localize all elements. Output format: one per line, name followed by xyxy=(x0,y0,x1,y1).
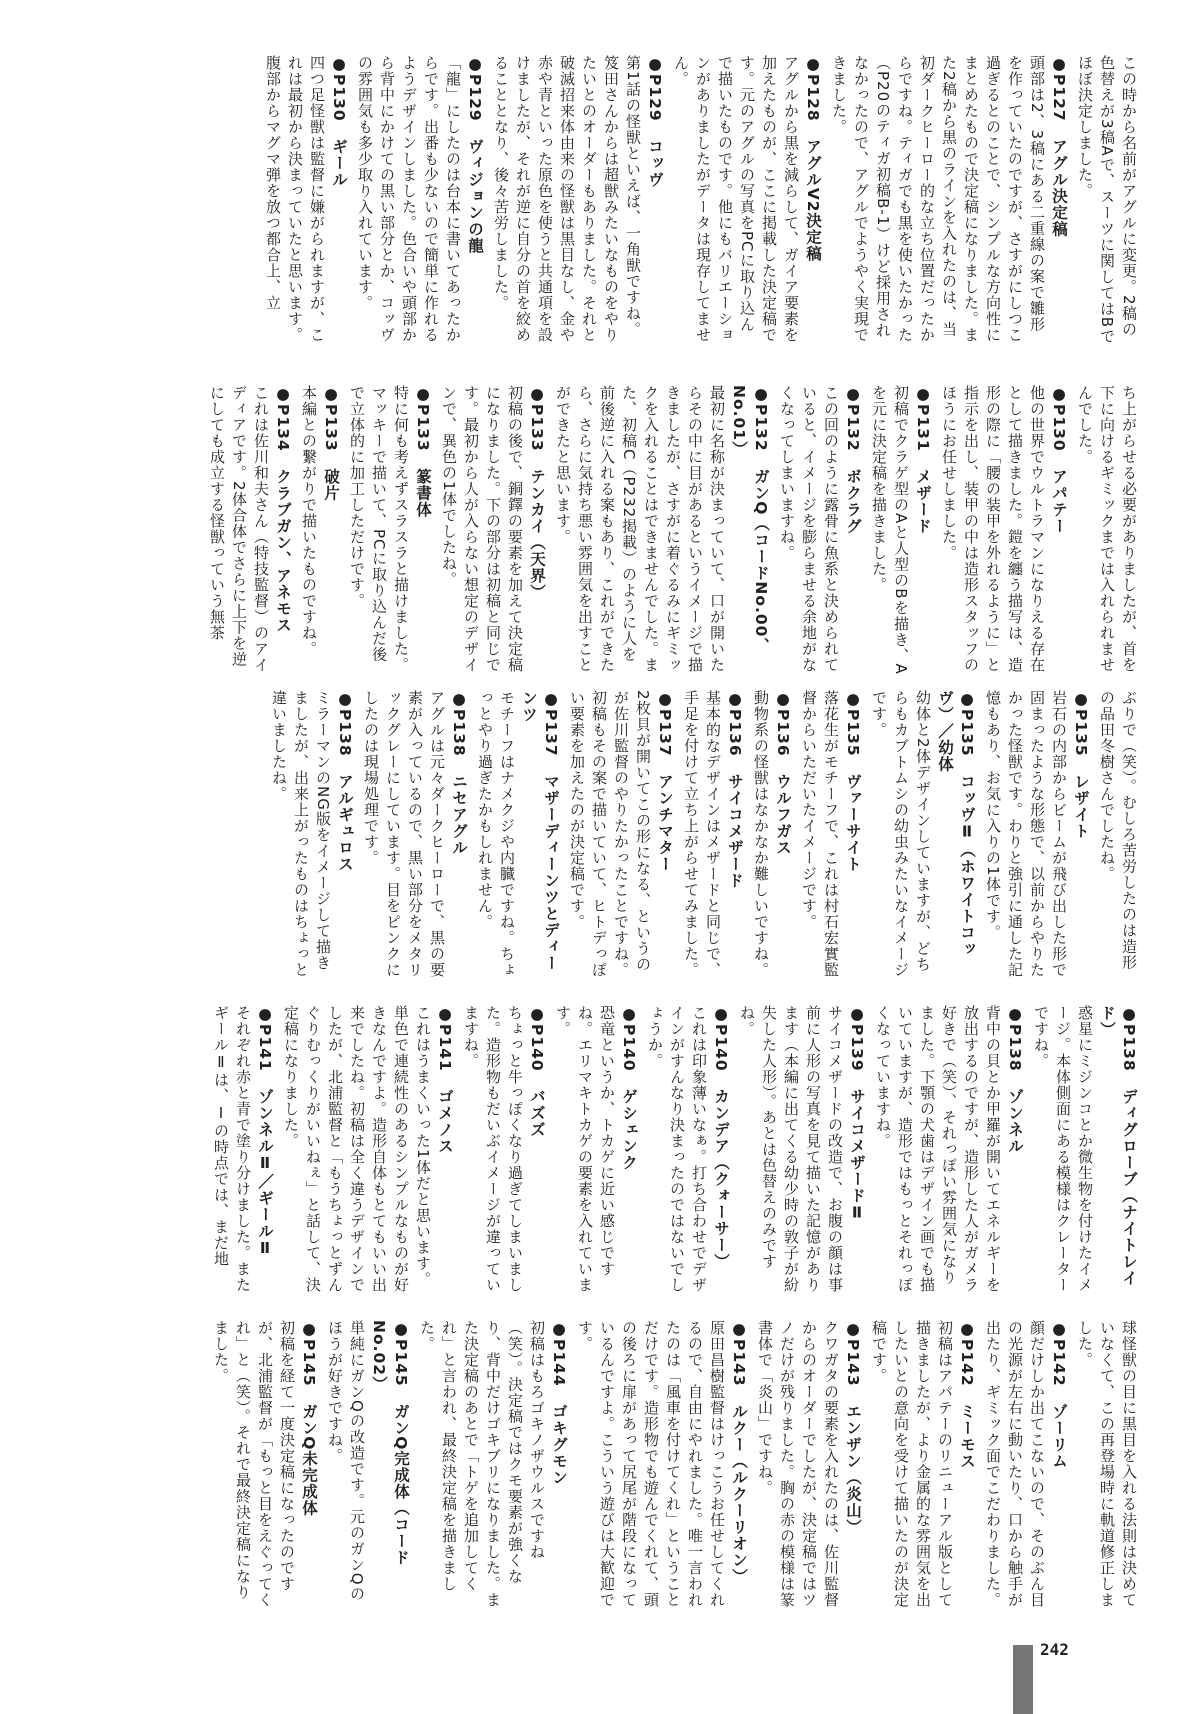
entry xyxy=(206,385,294,675)
entry-body: 初稿はもろゴキノザウルスですね（笑）。決定稿ではクモ要素が強くなり、背中だけゴキブリになりました。また決定稿のあとで「トゲを追加してくれ」と言われ、最終決定稿を描きました。 xyxy=(418,1320,546,1608)
entry-body: それぞれ赤と青で塗り分けました。またギールⅡは、Ⅰの時点では、まだ地 xyxy=(212,1005,252,1293)
entry-body: 「龍」にしたのは台本に書いてあったからです。出番も少ないので簡単に作れるようデザインしました。色合いや頭部から背中にかけての黒い部分とか、コッヴの雰囲気も多少取り入れています。 xyxy=(356,55,462,343)
entry-body: 落花生がモチーフで、これは村石宏實監督からいただいたイメージです。 xyxy=(800,690,840,978)
entry-title: ●P138 ニセアグル xyxy=(450,690,468,856)
entry-body: 顔だけしか出てこないので、そのぶん目の光源が左右に動いたり、口から触手が出たり、ギミック面でこだわりました。 xyxy=(984,1320,1046,1608)
text-band-4 xyxy=(110,1005,1140,1295)
entry-title: ●P138 アルギュロス xyxy=(336,690,354,873)
entry-title: ●P138 ディグローブ（ナイトレイド） xyxy=(1098,1005,1138,1287)
entry-body: 他の世界でウルトラマンになりえる存在として描きました。鎧を纏う描写は、造形の際に「腰の装甲を外れるように」と指示を出し、装甲の中は造形スタッフのほうにお任せしました。 xyxy=(940,385,1046,673)
entry xyxy=(210,1320,320,1610)
entry-title: ●P139 サイコメザードⅡ xyxy=(848,1005,866,1223)
entry-title: ●P136 ウルフガス xyxy=(774,690,792,856)
entry xyxy=(798,690,864,980)
entry xyxy=(868,690,978,980)
entry xyxy=(776,385,864,675)
entry-title: ●P137 アンチマター xyxy=(656,690,674,873)
entry xyxy=(754,1320,864,1610)
entry xyxy=(416,1320,570,1610)
entry-title: ●P129 ヴィジョンの龍 xyxy=(466,55,484,254)
entry xyxy=(354,55,486,345)
entry-body: この時から名前がアグルに変更。2稿の色替えが3稿Aで、スーツに関してはBでほぼ決定しました。 xyxy=(1076,55,1138,345)
entry-title: ●P144 ゴキグモン xyxy=(550,1320,568,1486)
entry-title: ●P142 ゾーリム xyxy=(1050,1320,1068,1470)
entry-body: 特に何も考えずスラスラと描けました。マッキーで描いて、PCに取り込んだ後で立体的に加工しただけです。 xyxy=(348,385,410,673)
text-band-5 xyxy=(110,1320,1140,1610)
entry-body: 初稿でクラゲ型のAと人型のBを描き、Aを元に決定稿を描きました。 xyxy=(870,385,910,675)
entry-title: ●P140 ゲシェンク xyxy=(620,1005,638,1171)
entry-body: サイコメザードの改造で、お腹の顔は事前に人形の写真を見て描いた記憶があります（本編に出てくる幼少時の敦子が紛失した人形）。あとは色替えのみですね。 xyxy=(738,1005,844,1293)
entry xyxy=(566,690,676,980)
entry xyxy=(868,385,934,675)
entry-body: 本編との繋がりで描いたものですね。 xyxy=(300,385,318,657)
entry xyxy=(268,690,356,980)
entry xyxy=(1030,1005,1140,1295)
entry-body: 初稿はアパテーのリニューアル版として描きましたが、より金属的な雰囲気を出したいとの意向を受けて描いたのが決定稿です。 xyxy=(870,1320,954,1608)
entry xyxy=(1096,690,1140,980)
entry-body: 最初に名称が決まっていて、口が開いたらその中に目があるというイメージで描きましたが、さすがに着ぐるみにギミックを入れることはできませんでした。また、初稿C（P232掲載）のように人を前後逆に入れる案もあり、これができたら、さらに気持ち悪い雰囲気を出すことができたと思います。 xyxy=(554,385,726,673)
entry-title: ●P130 アパテー xyxy=(1050,385,1068,535)
entry-title: ●P134 クラブガン、アネモス xyxy=(274,385,292,634)
entry-body: 2枚貝が開いてこの形になる、というのが佐川監督のやりたかったことですね。初稿もその案で描いていて、ヒトデっぽい要素を加えたのが決定稿です。 xyxy=(568,690,652,978)
entry-body: 頭部は2、3稿にある二重線の案で雛形を作っていたのですが、さすがにしつこ過ぎるとのことで、シンプルな方向性にまとめたもので決定稿になりました。また2稿から黒のラインを入れたのは、当初ダークヒーロー的な立ち位置だったからですね。ティガでも黒を使いたかった（P20のティガ初稿B-1）けど採用されなかったので、アグルでようやく実現できました。 xyxy=(830,55,1046,343)
entry xyxy=(460,1005,548,1295)
entry-body: クワガタの要素を入れたのは、佐川監督からのオーダーでしたが、決定稿ではツノだけが残りました。胸の赤の模様は篆書体で「炎山」ですね。 xyxy=(756,1320,840,1608)
entry xyxy=(210,1005,276,1295)
entry-body: アグルは元々ダークヒーローで、黒の要素が入っているので、黒い部分をメタリックグレーにしています。目をピンクにしたのは現場処理です。 xyxy=(362,690,446,978)
entry-title: ●P142 ミーモス xyxy=(958,1320,976,1470)
entry-body: 四つ足怪獣は監督に嫌がられますが、これは最初から決まっていたと思います。腹部からマグマ弾を放つ都合上、立 xyxy=(264,55,326,343)
entry-body: 第1話の怪獣といえば、一角獣ですね。笈田さんからは超獣みたいなものをやりたいとのオーダーもありました。それと破滅招来体由来の怪獣は黒目なし、金や赤や青といった原色を使うと共通項を設けましたが、それが逆に自分の首を絞めることとなり、後々苦労しました。 xyxy=(492,55,642,343)
text-band-3 xyxy=(110,690,1140,980)
entry xyxy=(438,385,548,675)
entry xyxy=(298,385,342,675)
entry-body: この回のように露骨に魚系と決められていると、イメージを膨らませる余地がなくなってしまいますね。 xyxy=(778,385,840,673)
entry-title: ●P145 ガンQ完成体（コードNo.02） xyxy=(370,1320,410,1566)
entry-body: 恐竜というか、トカゲに近い感じですね。エリマキトカゲの要素を入れています。 xyxy=(554,1005,616,1293)
page-number-marker xyxy=(1013,1645,1033,1714)
entry-title: ●P129 コッヴ xyxy=(646,55,664,188)
entry-body: モチーフはナメクジや内臓ですね。ちょっとやり過ぎたかもしれません。 xyxy=(476,690,516,978)
entry-body: ぶりで（笑）。むしろ苦労したのは造形の品田冬樹さんでしたね。 xyxy=(1098,690,1138,971)
entry-title: ●P143 エンザン（炎山） xyxy=(844,1320,862,1536)
entry xyxy=(490,55,666,345)
entry-title: ●P135 レザイト xyxy=(1072,690,1090,840)
text-band-1 xyxy=(110,55,1140,345)
entry xyxy=(828,55,1070,345)
entry-title: ●P137 マザーディーンツとディーンツ xyxy=(520,690,560,972)
entry-body: 動物系の怪獣はなかなか難しいですね。 xyxy=(752,690,770,978)
entry-body: 初稿を経て一度決定稿になったのですが、北浦監督が「もっと目をえぐってくれ」と（笑）。それで最終決定稿になりました。 xyxy=(212,1320,296,1608)
entry-title: ●P141 ゾンネルⅡ／ギールⅡ xyxy=(256,1005,274,1259)
text-band-2 xyxy=(110,385,1140,675)
entry-body: 岩石の内部からビームが飛び出した形で固まったような形態で、以前からやりたかった怪獣です。わりと強引に通した記憶もあり、お気に入りの1体です。 xyxy=(984,690,1068,978)
entry-body: ちょっと牛っぽくなり過ぎてしまいました。造形物もだいぶイメージが違っていますね。 xyxy=(462,1005,524,1293)
entry xyxy=(1074,385,1140,675)
page-number: 242 xyxy=(1040,1640,1069,1659)
entry-body: 幼体と2体デザインしていますが、どちらもカブトムシの幼虫みたいなイメージです。 xyxy=(870,690,932,978)
entry-title: ●P138 ゾンネル xyxy=(1006,1005,1024,1155)
entry xyxy=(262,55,350,345)
entry xyxy=(346,385,434,675)
entry xyxy=(670,55,824,345)
entry xyxy=(644,1005,732,1295)
entry-title: ●P140 カンデア（クォーサー） xyxy=(712,1005,730,1270)
entry-body: ミラーマンのNG版をイメージして描きましたが、出来上がったものはちょっと違いましたね。 xyxy=(270,690,332,978)
entry xyxy=(982,690,1092,980)
entry-title: ●P128 アグルV2決定稿 xyxy=(804,55,822,262)
entry xyxy=(360,690,470,980)
entry-title: ●P145 ガンQ未完成体 xyxy=(300,1320,318,1517)
entry xyxy=(552,385,772,675)
entry-title: ●P133 テンカイ（天界） xyxy=(528,385,546,601)
entry-body: 単純にガンQの改造です。元のガンQのほうが好きですね。 xyxy=(326,1320,366,1602)
entry xyxy=(280,1005,456,1295)
entry xyxy=(982,1320,1070,1610)
entry xyxy=(868,1320,978,1610)
entry-title: ●P135 ヴァーサイト xyxy=(844,690,862,873)
entry xyxy=(324,1320,412,1610)
entry-title: ●P131 メザード xyxy=(914,385,932,535)
entry-title: ●P140 バズズ xyxy=(528,1005,546,1138)
entry xyxy=(938,385,1070,675)
entry-body: 背中の貝とか甲羅が開いてエネルギーを放出するのですが、造形した人がガメラ好きで（笑）、それっぽい雰囲気になりました。下顎の犬歯はデザイン画でも描いていますが、造形ではもっとそれっぽくなっていますね。 xyxy=(874,1005,1002,1293)
entry-title: ●P133 破片 xyxy=(322,385,340,502)
entry-title: ●P141 ゴメノス xyxy=(436,1005,454,1155)
entry-body: 球怪獣の目に黒目を入れる法則は決めていなくて、この再登場時に軌道修正しました。 xyxy=(1076,1320,1138,1608)
entry xyxy=(1074,1320,1140,1610)
entry-title: ●P135 コッヴⅡ（ホワイトコッヴ）／幼体 xyxy=(936,690,976,958)
entry-body: これはうまくいった1体だと思います。単色で連続性のあるシンプルなものが好きなんですよ。造形自体もとてもいい出来でしたね。初稿は全く違うデザインでしたが、北浦監督と「もうちょっとずんぐりむっくりがいいねぇ」と話して、決定稿になりました。 xyxy=(282,1005,432,1293)
entry-body: これは印象薄いなぁ。打ち合わせでデザインがすんなり決まったのではないでしょうか。 xyxy=(646,1005,708,1293)
entry xyxy=(736,1005,868,1295)
entry-body: 初稿の後で、銅鐸の要素を加えて決定稿になりました。下の部分は初稿と同じです。最初から人が入らない想定のデザインで、異色の1体でしたね。 xyxy=(440,385,524,673)
entry-title: ●P130 ギール xyxy=(330,55,348,188)
entry-title: ●P133 篆書体 xyxy=(414,385,432,518)
entry-body: アグルから黒を減らして、ガイア要素を加えたものが、ここに掲載した決定稿です。元のアグルの写真をPCに取り込んで描いたものです。他にもバリエーションがありましたがデータは現存してません。 xyxy=(672,55,800,343)
entry xyxy=(552,1005,640,1295)
entry xyxy=(750,690,794,980)
entry-title: ●P132 ガンQ（コードNo.00、No.01） xyxy=(730,385,770,654)
entry-title: ●P127 アグル決定稿 xyxy=(1050,55,1068,238)
entry xyxy=(574,1320,750,1610)
entry-title: ●P132 ボクラグ xyxy=(844,385,862,535)
entry xyxy=(680,690,746,980)
entry xyxy=(1074,55,1140,345)
entry-body: ち上がらせる必要がありましたが、首を下に向けるギミックまでは入れられませんでした。 xyxy=(1076,385,1138,673)
entry-body: 基本的なデザインはメザードと同じで、手足を付けて立ち上がらせてみました。 xyxy=(682,690,722,978)
entry xyxy=(474,690,562,980)
entry-title: ●P136 サイコメザード xyxy=(726,690,744,889)
entry-body: 原田昌樹監督はけっこうお任せしてくれるので、自由にやれました。唯一言われたのは「風車を付けてくれ」ということだけです。造形物でも遊んでくれて、頭の後ろに扉があって尻尾が階段になっているんですよ。こういう遊びは大歓迎です。 xyxy=(576,1320,726,1608)
entry-title: ●P143 ルクー（ルクーリオン） xyxy=(730,1320,748,1585)
entry xyxy=(872,1005,1026,1295)
entry-body: 惑星にミジンコとか微生物を付けたイメージ。本体側面にある模様はクレーターですね。 xyxy=(1032,1005,1094,1293)
entry-body: これは佐川和夫さん（特技監督）のアイディアです。2体合体でさらに上下を逆にしても成立する怪獣っていう無茶 xyxy=(208,385,270,673)
